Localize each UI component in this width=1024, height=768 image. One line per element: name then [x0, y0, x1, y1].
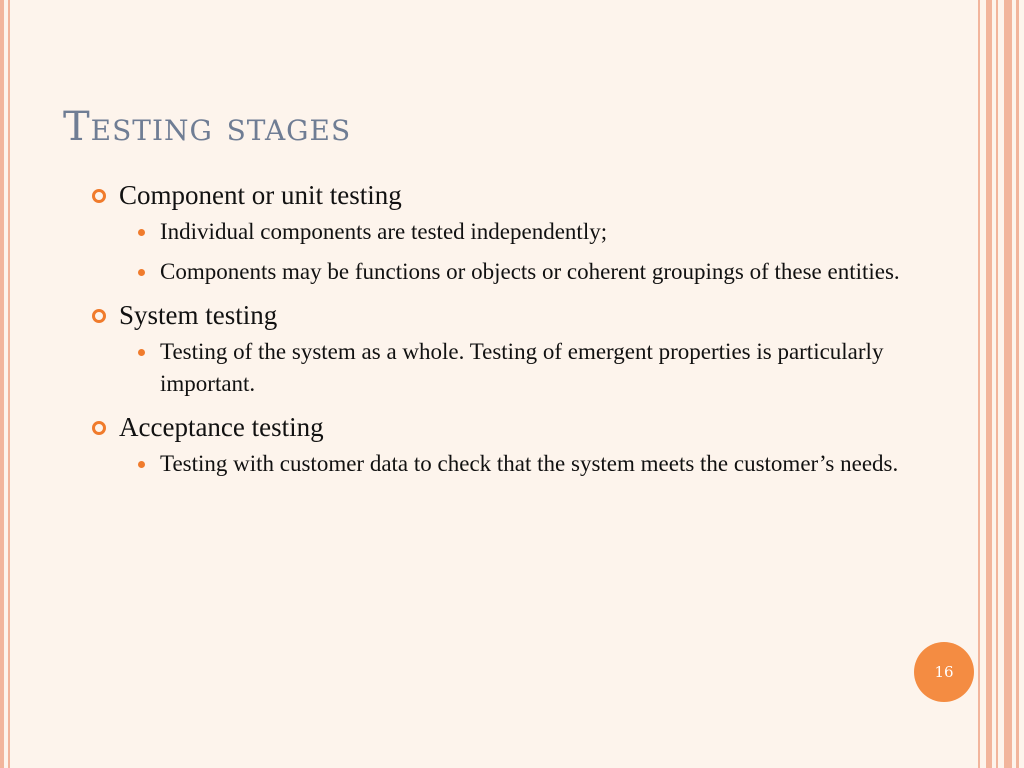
sub-bullet-item — [119, 216, 928, 248]
sub-bullet-text: Components may be functions or objects or coherent groupings of these entities. — [160, 259, 900, 284]
right-border-stripe — [978, 0, 980, 768]
bullet-item-system-testing — [88, 296, 928, 400]
slide-title: Testing stages — [63, 104, 352, 150]
sub-bullet-text: Testing of the system as a whole. Testing of emergent properties is particularly important. — [160, 339, 884, 396]
sub-bullet-list — [119, 336, 928, 400]
right-border-stripe — [1016, 0, 1019, 768]
dot-bullet-icon — [138, 269, 145, 276]
dot-bullet-icon — [138, 229, 145, 236]
page-number-badge: 16 — [914, 642, 974, 702]
sub-bullet-text: Testing with customer data to check that the system meets the customer’s needs. — [160, 451, 899, 476]
sub-bullet-list — [119, 216, 928, 288]
ring-bullet-icon — [92, 421, 106, 435]
sub-bullet-item — [119, 448, 928, 480]
bullet-list — [88, 176, 928, 488]
sub-bullet-text: Individual components are tested independently; — [160, 219, 608, 244]
sub-bullet-list — [119, 448, 928, 480]
right-border-stripe — [1004, 0, 1012, 768]
sub-bullet-item — [119, 336, 928, 400]
right-border-stripe — [996, 0, 998, 768]
ring-bullet-icon — [92, 309, 106, 323]
bullet-label: System testing — [119, 300, 278, 330]
bullet-label: Component or unit testing — [119, 180, 402, 210]
left-border-stripe — [0, 0, 4, 768]
dot-bullet-icon — [138, 349, 145, 356]
ring-bullet-icon — [92, 189, 106, 203]
dot-bullet-icon — [138, 461, 145, 468]
bullet-label: Acceptance testing — [119, 412, 324, 442]
right-border-stripe — [986, 0, 992, 768]
bullet-item-acceptance-testing — [88, 408, 928, 480]
left-border-stripe — [8, 0, 10, 768]
sub-bullet-item — [119, 256, 928, 288]
bullet-item-component-testing — [88, 176, 928, 288]
